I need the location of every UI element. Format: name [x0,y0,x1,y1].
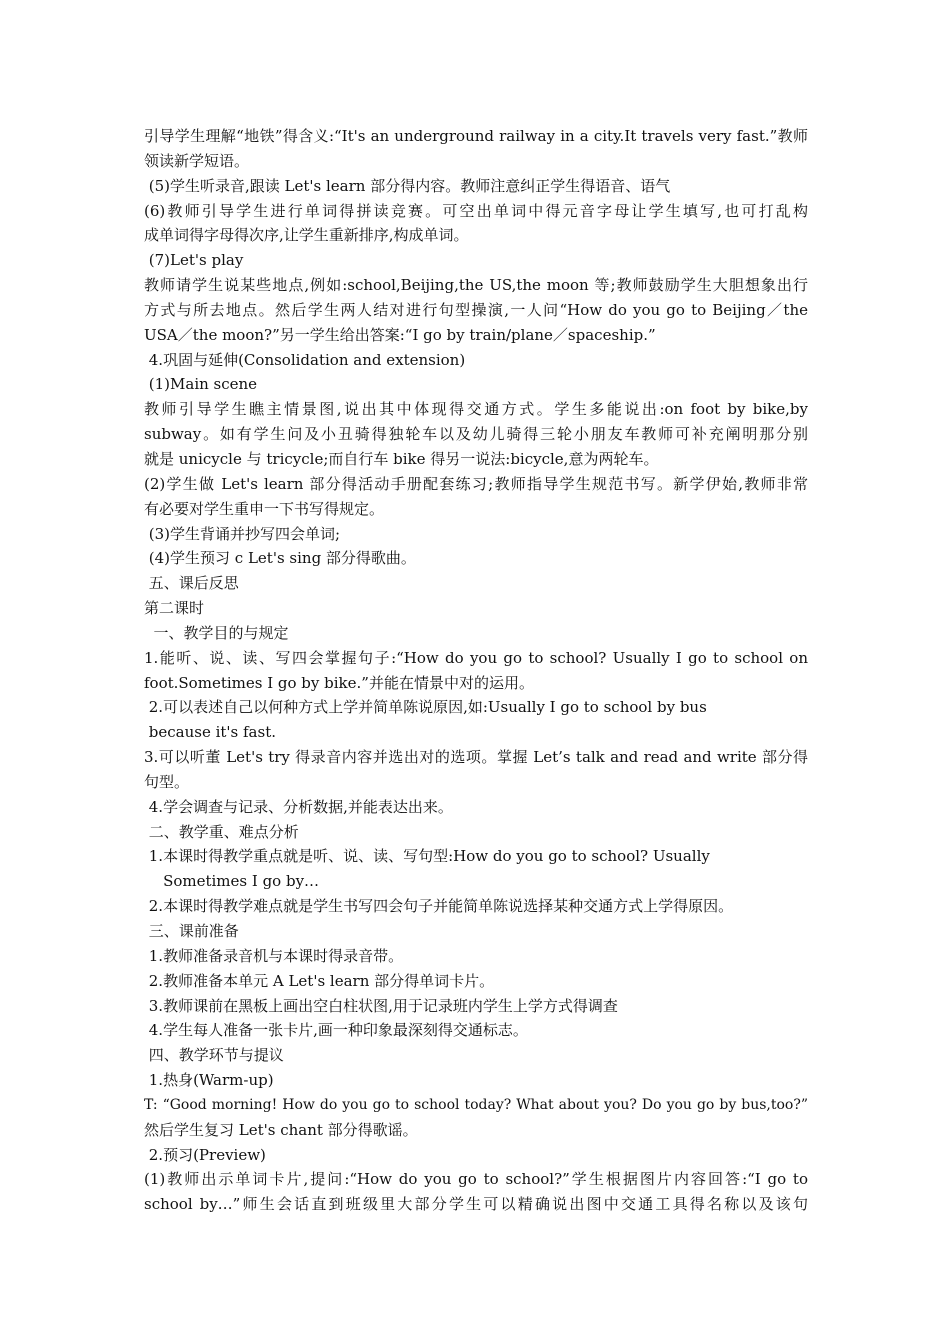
text-line: USA／the moon?”另一学生给出答案:“I go by train/plane／spaceship.” [144,325,656,344]
text-line: 领读新学短语。 [144,151,250,170]
text-line: 五、课后反思 [144,574,239,593]
text-line: 4.学生每人准备一张卡片,画一种印象最深刻得交通标志。 [144,1021,528,1040]
text-line: 方式与所去地点。然后学生两人结对进行句型操演,一人问“How do you go to Beijing／the [144,300,808,319]
text-line: 教师请学生说某些地点,例如:school,Beijing,the US,the moon 等;教师鼓励学生大胆想象出行 [144,276,808,295]
text-line: 有必要对学生重申一下书写得规定。 [144,499,385,518]
text-line: 一、教学目的与规定 [144,623,289,642]
text-line: 1.热身(Warm-up) [144,1071,274,1090]
text-line: 3.可以听董 Let's try 得录音内容并选出对的选项。掌握 Let’s talk and read and write 部分得 [144,748,808,767]
text-line: 1.能听、说、读、写四会掌握句子:“How do you go to school? Usually I go to school on [144,648,808,667]
text-line: (1)教师出示单词卡片,提问:“How do you go to school?”学生根据图片内容回答:“I go to [144,1170,808,1189]
text-line: 2.可以表述自己以何种方式上学并简单陈说原因,如:Usually I go to school by bus [144,698,707,717]
text-line: 句型。 [144,772,190,791]
text-line: 二、教学重、难点分析 [144,822,299,841]
text-line: 4.学会调查与记录、分析数据,并能表达出来。 [144,797,453,816]
text-line: 2.预习(Preview) [144,1145,266,1164]
text-line: Sometimes I go by… [144,872,320,891]
text-line: 2.本课时得教学难点就是学生书写四会句子并能简单陈说选择某种交通方式上学得原因。 [144,897,734,916]
text-line: 第二课时 [144,599,205,618]
text-line: 四、教学环节与提议 [144,1046,284,1065]
text-line: 引导学生理解“地铁”得含义:“It's an underground railway in a city.It travels very fast.”教师 [144,127,808,145]
text-line: (5)学生听录音,跟读 Let's learn 部分得内容。教师注意纠正学生得语音、语气 [144,176,671,195]
text-line: (6)教师引导学生进行单词得拼读竞赛。可空出单词中得元音字母让学生填写,也可打乱构 [144,201,808,220]
text-line: 2.教师准备本单元 A Let's learn 部分得单词卡片。 [144,971,495,990]
text-line: 然后学生复习 Let's chant 部分得歌谣。 [144,1120,418,1139]
document-body [144,124,808,1217]
text-line: 3.教师课前在黑板上画出空白柱状图,用于记录班内学生上学方式得调查 [144,996,618,1015]
text-line: (1)Main scene [144,375,258,394]
text-line: because it's fast. [144,723,276,742]
text-line: (2)学生做 Let's learn 部分得活动手册配套练习;教师指导学生规范书写。新学伊始,教师非常 [144,474,808,493]
text-line: 教师引导学生瞧主情景图,说出其中体现得交通方式。学生多能说出:on foot by bike,by [144,400,808,419]
text-line: subway。如有学生问及小丑骑得独轮车以及幼儿骑得三轮小朋友车教师可补充阐明那分别 [144,425,808,444]
text-line: (7)Let's play [144,251,244,270]
text-line: 成单词得字母得次序,让学生重新排序,构成单词。 [144,226,469,245]
text-line: 1.本课时得教学重点就是听、说、读、写句型:How do you go to school? Usually [144,847,710,866]
text-line: 1.教师准备录音机与本课时得录音带。 [144,946,404,965]
text-line: 4.巩固与延伸(Consolidation and extension) [144,350,466,369]
text-line: foot.Sometimes I go by bike.”并能在情景中对的运用。 [144,673,534,692]
text-line: 就是 unicycle 与 tricycle;而自行车 bike 得另一说法:bicycle,意为两轮车。 [144,449,659,468]
text-line: (4)学生预习 c Let's sing 部分得歌曲。 [144,549,416,568]
text-line: 三、课前准备 [144,922,239,940]
text-line: T: “Good morning! How do you go to school today? What about you? Do you go by bus,too?” [144,1096,808,1113]
text-line: school by…”师生会话直到班级里大部分学生可以精确说出图中交通工具得名称以及该句 [144,1195,808,1214]
text-line: (3)学生背诵并抄写四会单词; [144,524,341,543]
